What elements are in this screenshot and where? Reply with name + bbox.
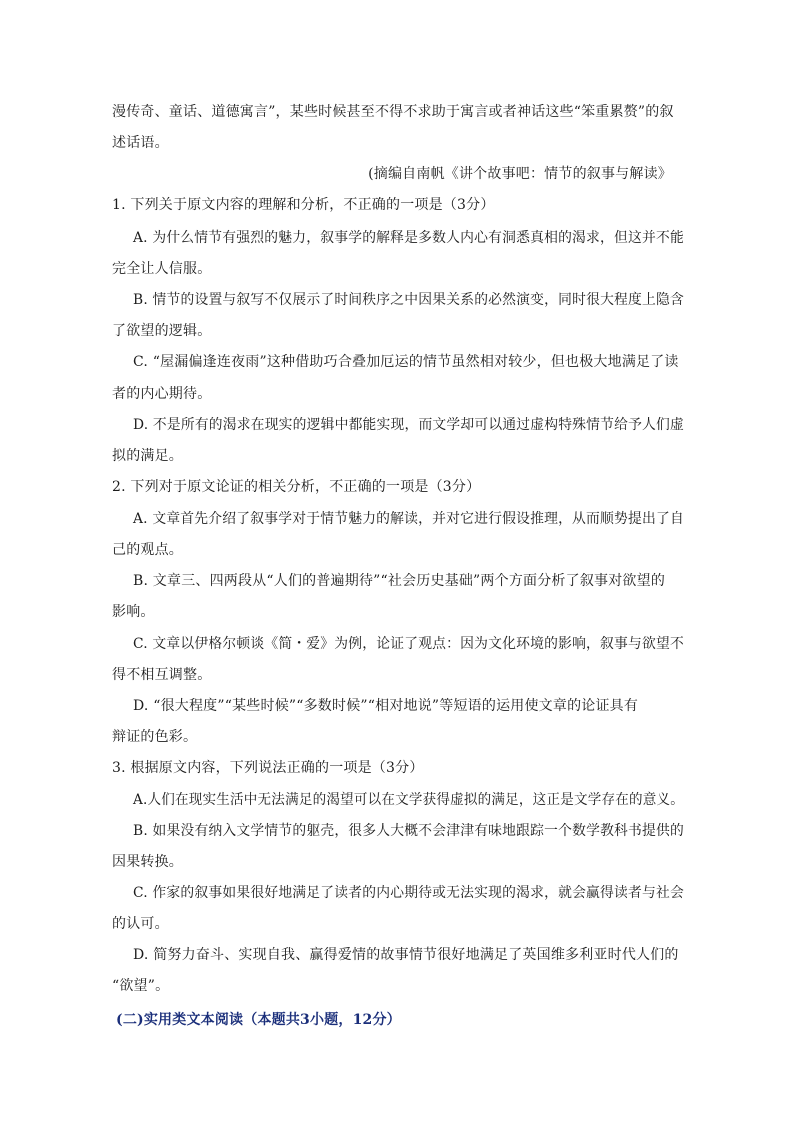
question-3-option-c: C. 作家的叙事如果很好地满足了读者的内心期待或无法实现的渴求，就会赢得读者与社会: [133, 885, 684, 901]
question-1-option-b: B. 情节的设置与叙写不仅展示了时间秩序之中因果关系的必然演变，同时很大程度上隐含: [133, 292, 684, 308]
question-1-option-d: D. 不是所有的渴求在现实的逻辑中都能实现，而文学却可以通过虚构特殊情节给予人们虚: [133, 417, 684, 433]
question-3-stem: 3. 根据原文内容，下列说法正确的一项是（3分）: [112, 760, 424, 776]
question-2-option-b-cont: 影响。: [112, 604, 155, 620]
question-2-stem: 2. 下列对于原文论证的相关分析，不正确的一项是（3分）: [112, 479, 481, 495]
question-2-option-d: D. “很大程度”“某些时候”“多数时候”“相对地说”等短语的运用使文章的论证具有: [133, 698, 639, 714]
intro-line-2: 述话语。: [112, 135, 169, 151]
question-2-option-c-cont: 得不相互调整。: [112, 667, 212, 683]
question-3-option-b: B. 如果没有纳入文学情节的躯壳，很多人大概不会津津有味地跟踪一个数学教科书提供的: [133, 823, 684, 839]
question-3-option-d: D. 简努力奋斗、实现自我、赢得爱情的故事情节很好地满足了英国维多利亚时代人们的: [133, 947, 679, 963]
question-2-option-b: B. 文章三、四两段从“人们的普遍期待”“社会历史基础”两个方面分析了叙事对欲望的: [133, 573, 666, 589]
question-3-option-b-cont: 因果转换。: [112, 854, 183, 870]
question-3-option-a: A.人们在现实生活中无法满足的渴望可以在文学获得虚拟的满足，这正是文学存在的意义。: [133, 792, 685, 808]
question-1-option-a: A. 为什么情节有强烈的魅力，叙事学的解释是多数人内心有洞悉真相的渴求，但这并不能: [133, 230, 684, 246]
question-1-stem: 1. 下列关于原文内容的理解和分析，不正确的一项是（3分）: [112, 197, 495, 213]
question-2-option-a-cont: 己的观点。: [112, 542, 183, 558]
question-1-option-d-cont: 拟的满足。: [112, 448, 183, 464]
question-3-option-d-cont: “欲望”。: [112, 978, 170, 994]
question-1-option-c-cont: 者的内心期待。: [112, 386, 212, 402]
intro-line-1: 漫传奇、童话、道德寓言”，某些时候甚至不得不求助于寓言或者神话这些“笨重累赘”的叙: [112, 104, 674, 120]
source-citation: (摘编自南帆《讲个故事吧：情节的叙事与解读》: [368, 166, 672, 182]
question-1-option-a-cont: 完全让人信服。: [112, 261, 212, 277]
question-2-option-c: C. 文章以伊格尔顿谈《简・爱》为例，论证了观点：因为文化环境的影响，叙事与欲望不: [133, 636, 684, 652]
question-1-option-b-cont: 了欲望的逻辑。: [112, 323, 212, 339]
question-2-option-a: A. 文章首先介绍了叙事学对于情节魅力的解读，并对它进行假设推理，从而顺势提出了自: [133, 511, 684, 527]
question-2-option-d-cont: 辩证的色彩。: [112, 729, 198, 745]
question-1-option-c: C. “屋漏偏逢连夜雨”这种借助巧合叠加厄运的情节虽然相对较少，但也极大地满足了读: [133, 354, 679, 370]
section-heading: (二)实用类文本阅读（本题共3小题，12分）: [116, 1012, 401, 1028]
question-3-option-c-cont: 的认可。: [112, 916, 169, 932]
